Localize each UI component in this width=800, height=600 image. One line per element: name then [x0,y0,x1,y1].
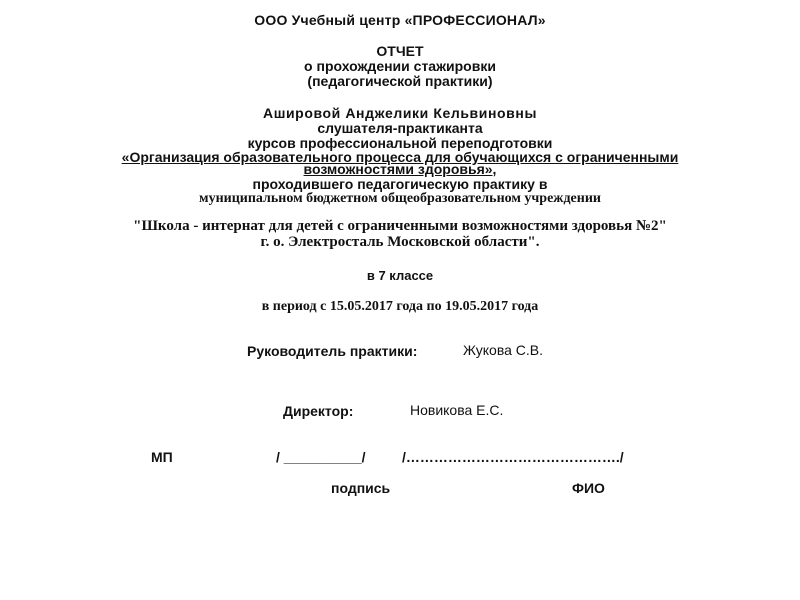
report-title: ОТЧЕТ [376,43,424,59]
full-name-line: /………………………………………./ [402,449,624,465]
trainee-name: Ашировой Анджелики Кельвиновны [262,105,537,121]
signature-caption: подпись [331,480,391,496]
supervisor-label: Руководитель практики: [247,343,418,359]
report-subtitle-2: (педагогической практики) [307,73,493,89]
class-info: в 7 классе [366,268,434,283]
course-name-line-2: возможностями здоровья», [303,161,497,177]
practice-statement: проходившего педагогическую практику в [252,176,548,192]
full-name-caption: ФИО [572,480,605,496]
institution-type: муниципальном бюджетном общеобразовательном учреждении [199,191,601,206]
stamp-mark: МП [151,449,173,465]
trainee-role: слушателя-практиканта [317,120,483,136]
practice-period: в период с 15.05.2017 года по 19.05.2017 года [261,299,539,314]
signature-line: / __________/ [276,449,366,465]
director-name: Новикова Е.С. [410,402,504,418]
school-name: "Школа - интернат для детей с ограниченными возможностями здоровья №2" [133,218,667,234]
supervisor-name: Жукова С.В. [463,342,544,358]
course-name-line-1: «Организация образовательного процесса для обучающихся с ограниченными [121,149,679,165]
school-city: г. о. Электросталь Московской области". [260,234,540,250]
report-subtitle-1: о прохождении стажировки [304,58,496,74]
director-label: Директор: [283,403,354,419]
course-intro: курсов профессиональной переподготовки [247,135,553,151]
organization-name: ООО Учебный центр «ПРОФЕССИОНАЛ» [254,12,546,28]
